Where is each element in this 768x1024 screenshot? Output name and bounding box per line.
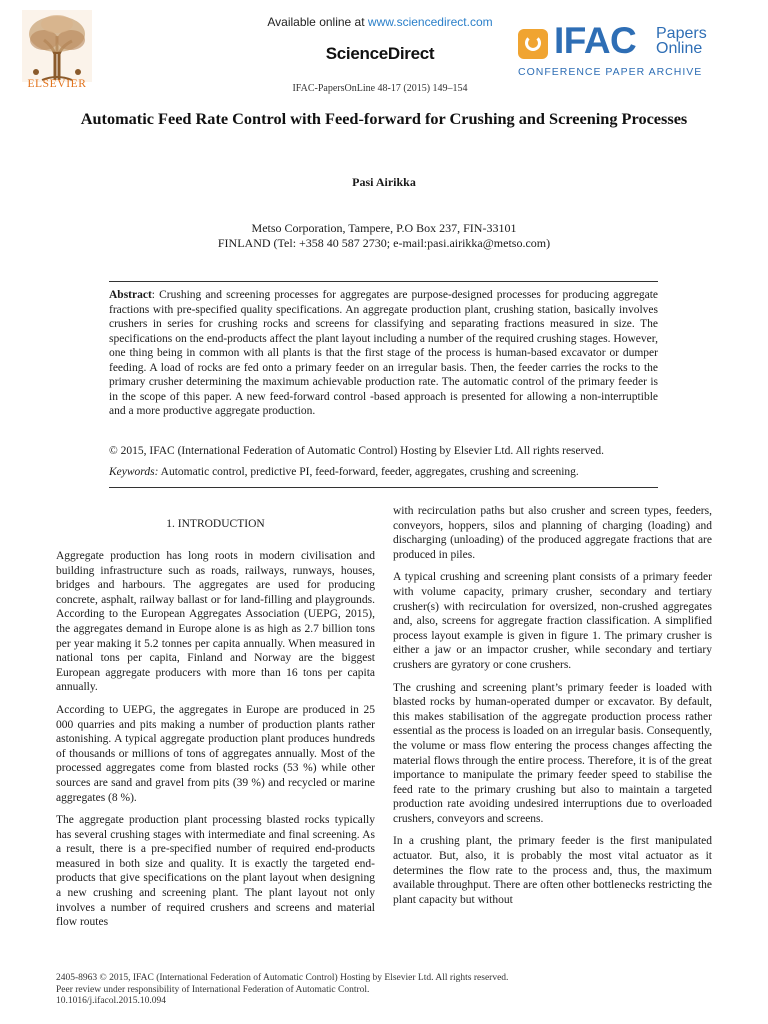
keywords-text: Automatic control, predictive PI, feed-forward, feeder, aggregates, crushing and screening.: [158, 466, 579, 478]
abstract-top-rule: [109, 281, 658, 282]
footer-peer-review: Peer review under responsibility of International Federation of Automatic Control.: [56, 984, 370, 995]
ifac-online-word: Online: [656, 40, 703, 57]
body-paragraph: A typical crushing and screening plant consists of a primary feeder with volume capacity, primary crusher, secondary and tertiary crusher(s) with recirculation for oversized, non-crushed aggregates and, also, screens for aggregate fraction classification. A simplified process layout example is given in figure 1. The primary crusher is either a jaw or an impactor crusher, while secondary and tertiary crushers are gyratory or cone crushers.: [393, 571, 712, 671]
footer-doi: 10.1016/j.ifacol.2015.10.094: [56, 996, 167, 1007]
ifac-papers-online: [656, 26, 707, 56]
ifac-papersonline-logo: [518, 20, 728, 82]
ifac-papers-word: Papers: [656, 25, 707, 42]
section-heading-introduction: 1. INTRODUCTION: [166, 518, 265, 530]
sciencedirect-logo: ScienceDirect: [325, 44, 435, 63]
body-paragraph: In a crushing plant, the primary feeder is the first manipulated actuator. But, also, it is probably the most vital actuator as it determines the flow rate to the process and, thus, the maximum available throughput. There are often other bottlenecks restricting the plant capacity but without: [393, 835, 712, 906]
body-paragraph: with recirculation paths but also crusher and screen types, feeders, conveyors, hoppers, silos and planning of charging (loading) and discharging (unloading) of the produced aggregate fractions that are produced in piles.: [393, 505, 712, 561]
abstract-text: : Crushing and screening processes for aggregates are purpose-designed processes for producing aggregate fractions with pre-specified quality specifications. An aggregate production plant, crushing station, basically involves crushers in series for crushing rocks and screens for classifying and separating fractions measured in size. The specifications on the end-products affect the plant layout including a number of the required crushing stages. However, one thing being in common with all plants is that the first stage of the process is human-based excavator or dumper feeding. A load of rocks are fed onto a primary feeder on an irregular basis. Then, the feeder carries the rocks to the primary crusher determining the maximum achievable production rate. The automatic control of the primary feeder is in the scope of this paper. A new feed-forward control -based approach is presented for allowing a non-interruptible and a more productive aggregate production.: [109, 289, 658, 417]
ifac-archive-tagline: CONFERENCE PAPER ARCHIVE: [518, 66, 703, 78]
ifac-letters: IFAC: [554, 20, 637, 61]
elsevier-wordmark: ELSEVIER: [27, 78, 87, 90]
abstract-bottom-rule: [109, 487, 658, 488]
affiliation-line-1: Metso Corporation, Tampere, P.O Box 237, FIN-33101: [251, 221, 517, 235]
ifac-emblem-icon: [518, 29, 548, 59]
sciencedirect-link[interactable]: www.sciencedirect.com: [367, 15, 493, 29]
right-column: [393, 504, 712, 915]
available-online-text: Available online at: [267, 15, 368, 29]
abstract: [109, 288, 658, 419]
footer-issn-copyright: 2405-8963 © 2015, IFAC (International Federation of Automatic Control) Hosting by Elsevier Ltd. All rights reserved.: [56, 973, 509, 983]
journal-reference: IFAC-PapersOnLine 48-17 (2015) 149–154: [292, 83, 468, 94]
abstract-label: Abstract: [109, 289, 152, 301]
elsevier-tree-logo: [22, 10, 92, 82]
abstract-copyright: © 2015, IFAC (International Federation of Automatic Control) Hosting by Elsevier Ltd. All rights reserved.: [109, 445, 604, 457]
body-paragraph: The aggregate production plant processing blasted rocks typically has several crushing stages with intermediate and final screening. As a result, there is a pre-specified number of required end-products measured in both size and quality. It is exactly the targeted end-products that give specifications on the plant layout when designing a new crushing and screening plant. The plant layout not only involves a number of required crushers and screens and material flow routes: [56, 814, 375, 929]
author-name: Pasi Airikka: [352, 175, 416, 189]
paper-title: Automatic Feed Rate Control with Feed-forward for Crushing and Screening Processes: [80, 109, 688, 128]
left-column: [56, 549, 375, 938]
keywords: [109, 465, 658, 480]
affiliation-line-2: FINLAND (Tel: +358 40 587 2730; e-mail:pasi.airikka@metso.com): [217, 236, 551, 250]
body-paragraph: The crushing and screening plant’s primary feeder is loaded with blasted rocks by human-operated dumper or excavator. By default, this makes stabilisation of the aggregate production process rather essential as the process is loaded on an irregular basis. Consequently, the volume or mass flow entering the process changes affecting the material flows through the entire process. Therefore, it is of the great importance to manipulate the primary feeder speed to stabilise the feed rate to the primary crushing but also to maintain a targeted production rate avoiding undesired interruptions due to overloaded crushers, conveyors and screens.: [393, 681, 712, 825]
body-paragraph: According to UEPG, the aggregates in Europe are produced in 25 000 quarries and pits making a number of production plants rather astonishing. A typical aggregate production plant produces hundreds of thousands or millions of tons of aggregates annually. Most of the processed aggregates come from blasted rocks (53 %) while other sources are sand and gravel from pits (39 %) and recycled or marine aggregates (8 %).: [56, 703, 375, 804]
body-paragraph: Aggregate production has long roots in modern civilisation and building infrastructure such as roads, railways, runways, houses, bridges and harbours. The aggregates are used for producing concrete, asphalt, railway ballast or for land-filling and playgrounds. According to the European Aggregates Association (UEPG, 2015), the aggregates demand in Europe alone is as high as 2.7 billion tons per year making it 5.2 tonnes per capita annually. When measured in national tons per capita, Finland and Norway are the biggest European aggregate producers with more than 16 tons per capita annually.: [56, 550, 375, 694]
keywords-label: Keywords:: [109, 466, 159, 478]
page-footer: [56, 973, 716, 1008]
